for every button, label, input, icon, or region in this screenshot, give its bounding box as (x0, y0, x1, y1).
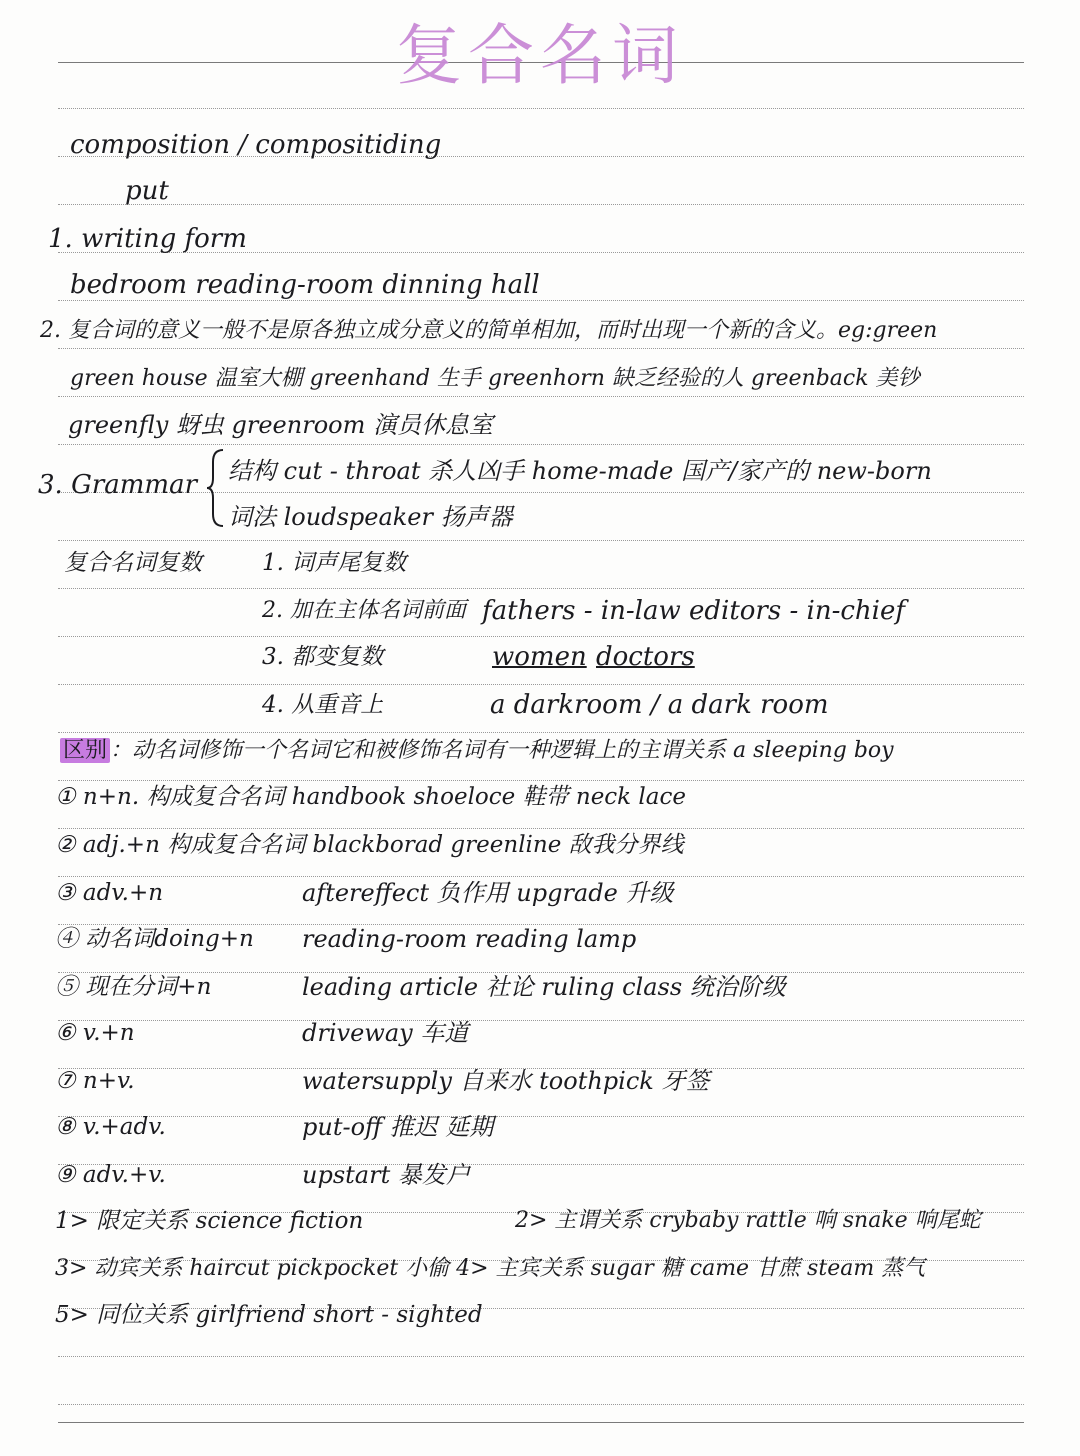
note-line: ② adj.+n 构成复合名词 blackborad greenline 敌我分界线 (55, 832, 684, 858)
note-line: bedroom reading-room dinning hall (70, 270, 540, 300)
note-line: a darkroom / a dark room (490, 690, 829, 720)
note-line: 2. 加在主体名词前面 (262, 598, 466, 623)
note-line: ③ adv.+n (55, 880, 164, 906)
ruled-line (58, 444, 1024, 445)
note-line: 3. 都变复数 (262, 644, 384, 670)
ruled-line (58, 1404, 1024, 1405)
ruled-line (58, 540, 1024, 541)
brace-icon (205, 448, 225, 528)
note-line: upstart 暴发户 (302, 1161, 470, 1189)
note-text: ：动名词修饰一个名词它和被修饰名词有一种逻辑上的主谓关系 a sleeping boy (110, 738, 894, 763)
note-line: watersupply 自来水 toothpick 牙签 (302, 1067, 710, 1095)
note-line: ⑥ v.+n (55, 1020, 135, 1046)
ruled-line (58, 300, 1024, 301)
note-line: leading article 社论 ruling class 统治阶级 (302, 973, 786, 1001)
note-line: ④ 动名词doing+n (55, 926, 254, 952)
note-line: 结构 cut - throat 杀人凶手 home-made 国产/家产的 new-born (228, 457, 932, 485)
grammar-label: 3. Grammar (38, 470, 198, 500)
ruled-line (58, 1116, 1024, 1117)
ruled-line (58, 684, 1024, 685)
ruled-line (58, 108, 1024, 109)
ruled-line (58, 1164, 1024, 1165)
note-line: put (125, 176, 169, 206)
ruled-line (58, 1422, 1024, 1423)
ruled-line (58, 204, 1024, 205)
ruled-line (58, 636, 1024, 637)
page-title: 复合名词 (396, 17, 684, 94)
note-line: ① n+n. 构成复合名词 handbook shoeloce 鞋带 neck lace (55, 784, 686, 810)
note-line: ⑦ n+v. (55, 1068, 135, 1094)
note-word: women (492, 642, 587, 672)
note-line: 1> 限定关系 science fiction (55, 1208, 364, 1234)
ruled-line (58, 492, 1024, 493)
note-line: 3> 动宾关系 haircut pickpocket 小偷 4> 主宾关系 sugar 糖 came 甘蔗 steam 蒸气 (55, 1256, 926, 1281)
note-line: composition / compositiding (70, 130, 442, 160)
note-line: reading-room reading lamp (302, 925, 637, 953)
note-line: 5> 同位关系 girlfriend short - sighted (55, 1302, 483, 1328)
note-line: 1. 词声尾复数 (262, 550, 407, 576)
note-line: aftereffect 负作用 upgrade 升级 (302, 879, 674, 907)
note-line: ⑧ v.+adv. (55, 1114, 166, 1140)
note-word: doctors (596, 642, 695, 672)
ruled-line (58, 780, 1024, 781)
ruled-line (58, 828, 1024, 829)
ruled-line (58, 1356, 1024, 1357)
highlight-label: 区别 (60, 738, 110, 763)
note-line: 词法 loudspeaker 扬声器 (228, 503, 513, 531)
note-line: 1. writing form (48, 224, 247, 254)
note-line (60, 736, 894, 766)
note-line: green house 温室大棚 greenhand 生手 greenhorn 缺乏经验的人 greenback 美钞 (70, 366, 920, 391)
note-line: greenfly 蚜虫 greenroom 演员休息室 (68, 411, 493, 439)
note-line: 2> 主谓关系 crybaby rattle 响 snake 响尾蛇 (515, 1208, 981, 1233)
note-line: fathers - in-law editors - in-chief (482, 596, 905, 626)
note-line: driveway 车道 (302, 1019, 469, 1047)
note-line: ⑨ adv.+v. (55, 1162, 166, 1188)
ruled-line (58, 732, 1024, 733)
ruled-line (58, 588, 1024, 589)
note-line: put-off 推迟 延期 (302, 1113, 494, 1141)
ruled-line (58, 1020, 1024, 1021)
ruled-line (58, 876, 1024, 877)
note-line: 2. 复合词的意义一般不是原各独立成分意义的简单相加，而时出现一个新的含义。eg:green (40, 318, 938, 343)
note-line: ⑤ 现在分词+n (55, 974, 212, 1000)
ruled-line (58, 396, 1024, 397)
ruled-line (58, 348, 1024, 349)
note-line: 4. 从重音上 (262, 692, 384, 718)
note-line: 复合名词复数 (64, 550, 202, 576)
